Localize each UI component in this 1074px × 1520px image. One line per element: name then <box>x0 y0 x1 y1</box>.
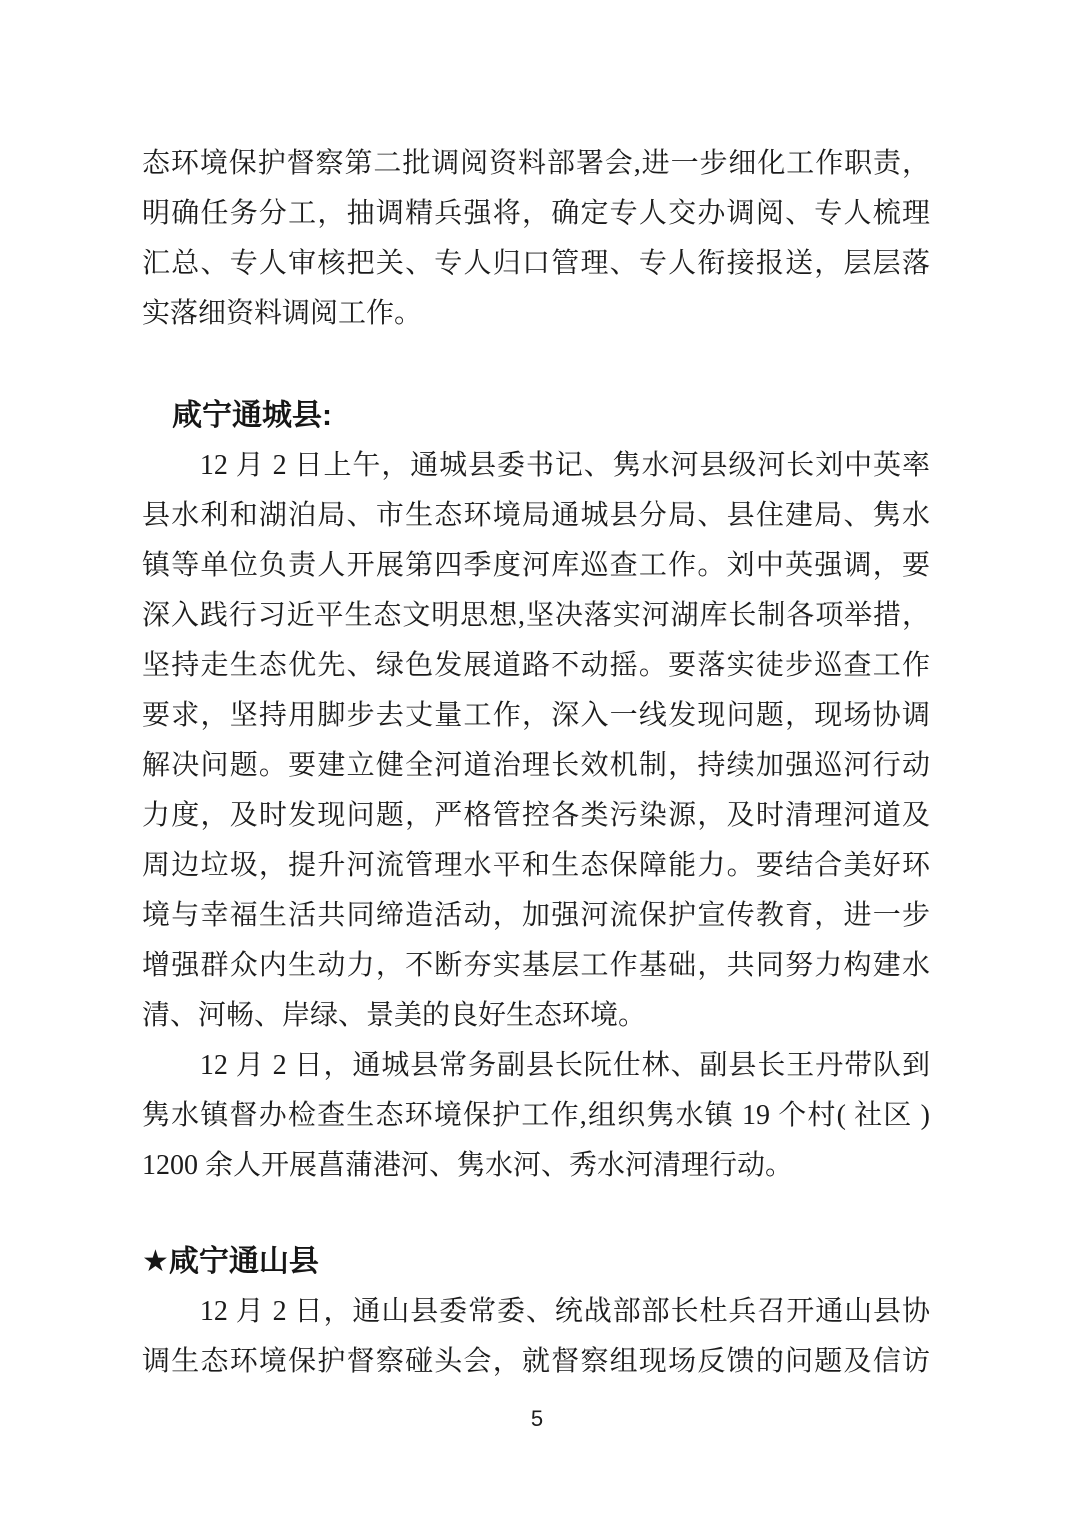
text-line: 调生态环境保护督察碰头会，就督察组现场反馈的问题及信访 <box>142 1346 930 1377</box>
text-line: 实落细资料调阅工作。 <box>142 298 423 329</box>
text-line: 态环境保护督察第二批调阅资料部署会,进一步细化工作职责， <box>142 148 930 179</box>
text-line: 1200 余人开展菖蒲港河、隽水河、秀水河清理行动。 <box>142 1150 794 1181</box>
text-line: 坚持走生态优先、绿色发展道路不动摇。要落实徒步巡查工作 <box>142 650 930 681</box>
text-line: 隽水镇督办检查生态环境保护工作,组织隽水镇 19 个村( 社区 ) <box>142 1100 930 1131</box>
text-line: 要求，坚持用脚步去丈量工作，深入一线发现问题，现场协调 <box>142 700 930 731</box>
text-line: 明确任务分工，抽调精兵强将，确定专人交办调阅、专人梳理 <box>142 198 930 229</box>
text-line: 汇总、专人审核把关、专人归口管理、专人衔接报送，层层落 <box>142 248 930 279</box>
text-line: 镇等单位负责人开展第四季度河库巡查工作。刘中英强调，要 <box>142 550 930 581</box>
text-line: 县水利和湖泊局、市生态环境局通城县分局、县住建局、隽水 <box>142 500 930 531</box>
text-line: 深入践行习近平生态文明思想,坚决落实河湖库长制各项举措， <box>142 600 930 631</box>
paragraph-tongcheng-river-cleanup <box>142 1041 930 1191</box>
text-line: 力度，及时发现问题，严格管控各类污染源，及时清理河道及 <box>142 800 930 831</box>
heading-xianning-tongshan-county: ★咸宁通山县 <box>142 1245 319 1278</box>
text-line: 清、河畅、岸绿、景美的良好生态环境。 <box>142 1000 647 1031</box>
heading-xianning-tongcheng-county: 咸宁通城县: <box>142 399 332 432</box>
text-line: 12 月 2 日，通城县常务副县长阮仕林、副县长王丹带队到 <box>142 1050 930 1081</box>
paragraph-data-review-deployment <box>142 139 930 339</box>
paragraph-tongshan-coordination-meeting <box>142 1287 930 1387</box>
text-line: 12 月 2 日，通山县委常委、统战部部长杜兵召开通山县协 <box>142 1296 930 1327</box>
page-number: 5 <box>530 1406 544 1431</box>
text-line: 周边垃圾，提升河流管理水平和生态保障能力。要结合美好环 <box>142 850 930 881</box>
document-body <box>142 139 930 1387</box>
text-line: 解决问题。要建立健全河道治理长效机制，持续加强巡河行动 <box>142 750 930 781</box>
paragraph-tongcheng-river-patrol <box>142 441 930 1041</box>
text-line: 增强群众内生动力，不断夯实基层工作基础，共同努力构建水 <box>142 950 930 981</box>
text-line: 12 月 2 日上午，通城县委书记、隽水河县级河长刘中英率 <box>142 450 930 481</box>
text-line: 境与幸福生活共同缔造活动，加强河流保护宣传教育，进一步 <box>142 900 930 931</box>
